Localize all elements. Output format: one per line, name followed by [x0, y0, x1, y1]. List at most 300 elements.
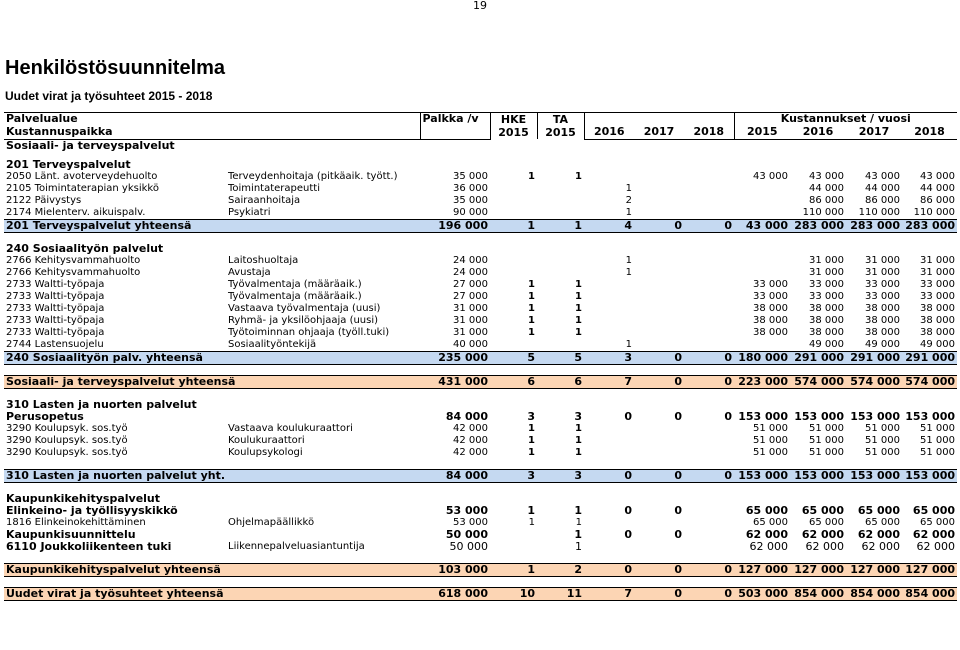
count-2018: 0 [684, 351, 734, 364]
job-title: Ohjelmapäällikkö [228, 516, 315, 528]
job-title: Toimintaterapeutti [228, 182, 320, 194]
table-row [4, 183, 957, 195]
salary: 50 000 [449, 540, 488, 553]
count-2017 [634, 255, 684, 267]
cost-2018: 49 000 [920, 338, 956, 350]
count-2018 [684, 517, 734, 529]
count-2017 [634, 435, 684, 447]
cost-2016: 38 000 [809, 314, 844, 326]
cost-2015: 51 000 [753, 446, 788, 458]
cost-2017: 153 000 [846, 469, 902, 482]
job-title: Koulupsykologi [228, 446, 303, 458]
count-2017: 0 [634, 351, 684, 364]
cost-2015: 51 000 [753, 434, 788, 446]
cost-2018: 62 000 [912, 528, 956, 541]
count-2016: 1 [625, 254, 632, 266]
ta-count: 1 [575, 540, 582, 553]
cost-2018: 65 000 [912, 504, 956, 517]
cost-2018: 291 000 [902, 351, 957, 364]
header-cost-2016: 2016 [790, 126, 846, 139]
count-2018: 0 [684, 563, 734, 576]
cost-2015: 62 000 [749, 540, 788, 553]
count-2017 [634, 327, 684, 339]
cost-2015: 43 000 [753, 170, 788, 182]
cost-2018: 153 000 [902, 469, 957, 482]
hke-count: 1 [528, 170, 535, 182]
count-2018: 0 [684, 587, 734, 600]
header-2018: 2018 [684, 126, 734, 139]
count-2018 [684, 505, 734, 517]
spacer-cell [4, 482, 957, 493]
count-2017: 0 [674, 504, 682, 517]
salary: 40 000 [453, 338, 488, 350]
cost-2018: 51 000 [920, 422, 956, 434]
job-title: Sairaanhoitaja [228, 194, 301, 206]
table-row [4, 517, 957, 529]
header-row-1 [4, 113, 957, 126]
hke-count: 6 [490, 375, 537, 388]
hke-count [490, 541, 537, 553]
table-row [4, 279, 957, 291]
unit-row [4, 411, 957, 423]
group-heading-row [4, 493, 957, 505]
salary: 42 000 [453, 446, 488, 458]
cost-2017: 51 000 [865, 434, 900, 446]
cost-2018: 38 000 [920, 302, 956, 314]
hke-count [490, 529, 537, 541]
job-title: Avustaja [228, 266, 271, 278]
hke-count: 1 [528, 446, 535, 458]
job-title: Ryhmä- ja yksilöohjaaja (uusi) [228, 314, 379, 326]
cost-2017: 65 000 [857, 504, 900, 517]
count-2017 [634, 207, 684, 220]
cost-2018: 62 000 [916, 540, 956, 553]
count-2018 [684, 183, 734, 195]
cost-2015: 62 000 [745, 528, 788, 541]
table-row [4, 447, 957, 459]
group-heading-row [4, 399, 957, 411]
count-2018 [684, 423, 734, 435]
count-2018: 0 [684, 469, 734, 482]
count-2017 [634, 541, 684, 553]
cost-2018: 65 000 [920, 516, 956, 528]
table-row [4, 435, 957, 447]
cost-center: 2105 Toimintaterapian yksikkö [6, 182, 159, 194]
job-title: Vastaava koulukuraattori [228, 422, 353, 434]
count-2016: 0 [624, 410, 632, 423]
total-row [4, 563, 957, 576]
cost-2016: 49 000 [809, 338, 844, 350]
staff-plan-table [4, 112, 957, 601]
hke-count [490, 195, 537, 207]
cost-center: 2050 Länt. avoterveydehuolto [6, 170, 158, 182]
count-2017 [634, 291, 684, 303]
cost-2017: 127 000 [846, 563, 902, 576]
cost-2016: 38 000 [809, 326, 844, 338]
cost-2017: 33 000 [865, 290, 900, 302]
cost-2018: 153 000 [905, 410, 956, 423]
cost-2015 [734, 207, 790, 220]
hke-count: 1 [528, 422, 535, 434]
count-2018 [684, 267, 734, 279]
count-2017: 0 [634, 563, 684, 576]
salary: 90 000 [453, 206, 488, 218]
cost-2015: 33 000 [753, 278, 788, 290]
cost-center: 240 Sosiaalityön palv. yhteensä [4, 351, 420, 364]
count-2017 [634, 171, 684, 183]
header-cost-2018: 2018 [902, 126, 957, 139]
group-heading: 310 Lasten ja nuorten palvelut [6, 398, 197, 411]
count-2018: 0 [724, 410, 732, 423]
cost-2016: 31 000 [809, 254, 844, 266]
cost-center: 3290 Koulupsyk. sos.työ [6, 446, 128, 458]
job-title: Koulukuraattori [228, 434, 305, 446]
spacer-row [4, 364, 957, 375]
cost-center: 2733 Waltti-työpaja [6, 326, 105, 338]
header-hke-year: 2015 [498, 126, 529, 139]
cost-center: Perusopetus [6, 410, 84, 423]
cost-2015 [734, 339, 790, 352]
hke-count: 1 [527, 504, 535, 517]
table-row [4, 423, 957, 435]
count-2016: 0 [624, 528, 632, 541]
count-2016 [584, 541, 634, 553]
count-2017: 0 [634, 375, 684, 388]
cost-center: 3290 Koulupsyk. sos.työ [6, 434, 128, 446]
count-2016: 0 [584, 563, 634, 576]
spacer-row [4, 459, 957, 470]
cost-2015: 33 000 [753, 290, 788, 302]
ta-count: 1 [575, 422, 582, 434]
cost-2015: 51 000 [753, 422, 788, 434]
header-hke-label: HKE [500, 113, 527, 126]
unit-row [4, 529, 957, 541]
cost-2015: 153 000 [734, 469, 790, 482]
cost-2018: 127 000 [902, 563, 957, 576]
section-heading-row [4, 139, 957, 152]
salary: 42 000 [453, 422, 488, 434]
hke-count: 1 [528, 290, 535, 302]
cost-2016: 65 000 [809, 516, 844, 528]
count-2017 [634, 267, 684, 279]
table-row [4, 327, 957, 339]
count-2016: 7 [584, 375, 634, 388]
header-ta [537, 113, 584, 140]
count-2016 [584, 303, 634, 315]
job-title: Liikennepalveluasiantuntija [228, 540, 365, 552]
cost-2015: 43 000 [734, 219, 790, 232]
cost-center: Uudet virat ja työsuhteet yhteensä [4, 587, 420, 600]
cost-2015 [734, 183, 790, 195]
cost-2017: 854 000 [846, 587, 902, 600]
count-2017 [634, 279, 684, 291]
spacer-row [4, 152, 957, 159]
table-row [4, 267, 957, 279]
salary: 24 000 [453, 254, 488, 266]
cost-2016: 33 000 [809, 278, 844, 290]
group-heading-row [4, 159, 957, 171]
spacer-cell [4, 152, 957, 159]
cost-2017: 51 000 [865, 422, 900, 434]
salary: 53 000 [445, 504, 488, 517]
count-2016: 1 [625, 206, 632, 218]
cost-2015: 38 000 [753, 326, 788, 338]
table-row [4, 303, 957, 315]
page-title: Henkilöstösuunnitelma [5, 57, 226, 79]
hke-count: 1 [528, 516, 535, 528]
hke-count: 1 [528, 302, 535, 314]
cost-center: 310 Lasten ja nuorten palvelut yht. [4, 469, 420, 482]
ta-count: 1 [575, 516, 582, 528]
ta-count: 2 [537, 563, 584, 576]
hke-count: 1 [490, 219, 537, 232]
cost-2015: 223 000 [734, 375, 790, 388]
spacer-cell [4, 576, 957, 587]
cost-2016: 51 000 [809, 434, 844, 446]
cost-2015 [734, 267, 790, 279]
cost-2017: 65 000 [865, 516, 900, 528]
count-2018 [684, 541, 734, 553]
job-title: Terveydenhoitaja (pitkäaik. tyött.) [228, 170, 398, 182]
hke-count [490, 255, 537, 267]
ta-count: 1 [575, 326, 582, 338]
count-2016: 1 [625, 338, 632, 350]
cost-center: 201 Terveyspalvelut yhteensä [4, 219, 420, 232]
cost-2017: 110 000 [858, 206, 900, 218]
count-2016: 4 [584, 219, 634, 232]
spacer-row [4, 553, 957, 564]
salary: 35 000 [453, 170, 488, 182]
salary: 31 000 [453, 326, 488, 338]
cost-2016: 44 000 [809, 182, 844, 194]
hke-count: 1 [528, 434, 535, 446]
cost-2015: 38 000 [753, 314, 788, 326]
job-title: Työvalmentaja (määräaik.) [228, 278, 362, 290]
cost-center: 2766 Kehitysvammahuolto [6, 266, 141, 278]
cost-2016: 43 000 [809, 170, 844, 182]
cost-2016: 110 000 [802, 206, 844, 218]
count-2018 [684, 171, 734, 183]
hke-count [490, 339, 537, 352]
cost-2016: 574 000 [790, 375, 846, 388]
salary: 31 000 [453, 314, 488, 326]
ta-count: 1 [574, 528, 582, 541]
cost-2015 [734, 255, 790, 267]
count-2018 [684, 255, 734, 267]
salary: 84 000 [420, 469, 490, 482]
cost-center: 2766 Kehitysvammahuolto [6, 254, 141, 266]
cost-center: Sosiaali- ja terveyspalvelut yhteensä [4, 375, 420, 388]
group-heading: 240 Sosiaalityön palvelut [6, 242, 164, 255]
page-number: 19 [473, 0, 487, 12]
count-2018 [684, 195, 734, 207]
total-row [4, 587, 957, 600]
hke-count: 1 [528, 314, 535, 326]
count-2018: 0 [684, 375, 734, 388]
count-2017: 0 [634, 587, 684, 600]
cost-2018: 31 000 [920, 266, 956, 278]
subtotal-row [4, 219, 957, 232]
cost-2018: 110 000 [913, 206, 956, 218]
cost-2016: 153 000 [794, 410, 844, 423]
count-2018 [684, 339, 734, 352]
spacer-cell [4, 364, 957, 375]
hke-count: 3 [490, 469, 537, 482]
salary: 103 000 [420, 563, 490, 576]
cost-center: Kaupunkisuunnittelu [6, 528, 136, 541]
count-2016: 7 [584, 587, 634, 600]
cost-2017: 86 000 [865, 194, 900, 206]
hke-count: 1 [490, 563, 537, 576]
cost-2016: 854 000 [790, 587, 846, 600]
cost-2016: 153 000 [790, 469, 846, 482]
job-title: Sosiaalityöntekijä [228, 338, 317, 350]
cost-2017: 51 000 [865, 446, 900, 458]
cost-center: 2733 Waltti-työpaja [6, 290, 105, 302]
table-row [4, 195, 957, 207]
count-2017: 0 [634, 469, 684, 482]
cost-center: 2733 Waltti-työpaja [6, 278, 105, 290]
ta-count: 5 [537, 351, 584, 364]
cost-2016: 127 000 [790, 563, 846, 576]
cost-2017: 574 000 [846, 375, 902, 388]
count-2018 [684, 529, 734, 541]
table-row [4, 207, 957, 220]
job-title: Laitoshuoltaja [228, 254, 299, 266]
salary: 31 000 [453, 302, 488, 314]
hke-count: 5 [490, 351, 537, 364]
salary: 84 000 [445, 410, 488, 423]
cost-2017: 38 000 [865, 302, 900, 314]
spacer-row [4, 232, 957, 243]
count-2017 [634, 423, 684, 435]
ta-count [537, 183, 584, 195]
cost-2017: 31 000 [865, 266, 900, 278]
cost-center: 1816 Elinkeinokehittäminen [6, 516, 146, 528]
count-2016 [584, 447, 634, 459]
header-ta-year: 2015 [545, 126, 576, 139]
cost-2018: 43 000 [920, 170, 956, 182]
job-title: Työtoiminnan ohjaaja (työll.tuki) [228, 326, 390, 338]
hke-count: 10 [490, 587, 537, 600]
cost-center: Elinkeino- ja työllisyyskikkö [6, 504, 178, 517]
cost-2018: 33 000 [920, 278, 956, 290]
cost-center: Kaupunkikehityspalvelut yhteensä [4, 563, 420, 576]
spacer-row [4, 576, 957, 587]
salary: 235 000 [420, 351, 490, 364]
count-2018 [684, 207, 734, 220]
count-2016: 0 [624, 504, 632, 517]
cost-2018: 283 000 [902, 219, 957, 232]
group-heading: Kaupunkikehityspalvelut [6, 492, 161, 505]
ta-count: 1 [575, 446, 582, 458]
count-2016: 3 [584, 351, 634, 364]
cost-center: 2174 Mielenterv. aikuispalv. [6, 206, 146, 218]
job-title: Työvalmentaja (määräaik.) [228, 290, 362, 302]
ta-count: 11 [537, 587, 584, 600]
ta-count [537, 195, 584, 207]
count-2016: 1 [625, 266, 632, 278]
ta-count: 1 [574, 504, 582, 517]
cost-2017: 62 000 [857, 528, 900, 541]
count-2018: 0 [684, 219, 734, 232]
section-heading: Sosiaali- ja terveyspalvelut [6, 139, 175, 152]
cost-2018: 44 000 [920, 182, 956, 194]
cost-2017: 291 000 [846, 351, 902, 364]
ta-count: 1 [575, 434, 582, 446]
salary: 24 000 [453, 266, 488, 278]
count-2016: 1 [625, 182, 632, 194]
cost-center: 2744 Lastensuojelu [6, 338, 104, 350]
ta-count [537, 207, 584, 220]
hke-count [490, 267, 537, 279]
cost-2018: 86 000 [920, 194, 956, 206]
cost-2018: 31 000 [920, 254, 956, 266]
group-heading-row [4, 243, 957, 255]
cost-2018: 38 000 [920, 314, 956, 326]
cost-2017: 31 000 [865, 254, 900, 266]
count-2018 [684, 315, 734, 327]
cost-2015: 503 000 [734, 587, 790, 600]
ta-count: 1 [537, 219, 584, 232]
subtotal-row [4, 351, 957, 364]
cost-2017: 38 000 [865, 314, 900, 326]
table-row [4, 315, 957, 327]
ta-count [537, 255, 584, 267]
salary: 196 000 [420, 219, 490, 232]
hke-count: 3 [527, 410, 535, 423]
count-2017: 0 [674, 410, 682, 423]
cost-2017: 283 000 [846, 219, 902, 232]
cost-2016: 62 000 [805, 540, 844, 553]
ta-count [537, 267, 584, 279]
subtotal-row [4, 469, 957, 482]
cost-2018: 854 000 [902, 587, 957, 600]
cost-2018: 38 000 [920, 326, 956, 338]
cost-2016: 283 000 [790, 219, 846, 232]
cost-2015: 65 000 [745, 504, 788, 517]
cost-2018: 51 000 [920, 446, 956, 458]
cost-2016: 291 000 [790, 351, 846, 364]
hke-count: 1 [528, 278, 535, 290]
cost-2015: 127 000 [734, 563, 790, 576]
count-2016 [584, 517, 634, 529]
cost-2018: 33 000 [920, 290, 956, 302]
spacer-row [4, 388, 957, 399]
cost-2016: 38 000 [809, 302, 844, 314]
cost-2018: 51 000 [920, 434, 956, 446]
count-2016 [584, 423, 634, 435]
header-cost-2017: 2017 [846, 126, 902, 139]
spacer-cell [4, 388, 957, 399]
count-2016 [584, 171, 634, 183]
ta-count: 1 [575, 278, 582, 290]
header-cost-2015: 2015 [734, 126, 790, 139]
cost-center: 2733 Waltti-työpaja [6, 314, 105, 326]
cost-2016: 86 000 [809, 194, 844, 206]
ta-count: 3 [574, 410, 582, 423]
header-palkka: Palkka /v [420, 113, 490, 126]
ta-count: 3 [537, 469, 584, 482]
salary: 27 000 [453, 290, 488, 302]
cost-2017: 44 000 [865, 182, 900, 194]
header-kustannuspaikka: Kustannuspaikka [4, 126, 226, 139]
cost-2017: 49 000 [865, 338, 900, 350]
unit-row [4, 541, 957, 553]
count-2017 [634, 303, 684, 315]
page-subtitle: Uudet virat ja työsuhteet 2015 - 2018 [5, 89, 213, 103]
hke-count: 1 [528, 326, 535, 338]
